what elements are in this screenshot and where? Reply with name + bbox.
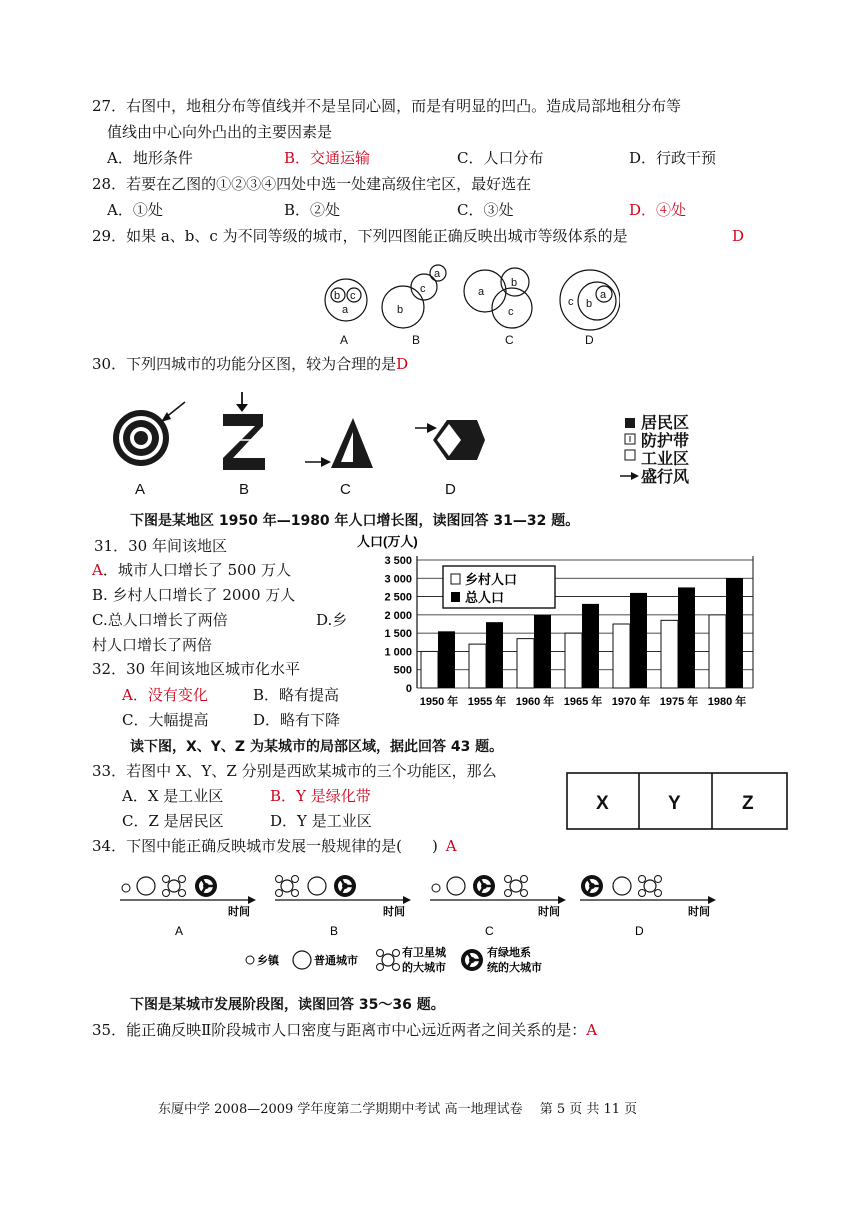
q34-label-a: A: [175, 924, 184, 938]
q27-line1: 27．右图中，地租分布等值线并不是呈同心圆，而是有明显的凹凸。造成局部地租分布等: [92, 97, 682, 115]
chart-ytick: 3 000: [384, 573, 412, 586]
chart-ytick: 0: [405, 683, 412, 695]
bar-rural: [565, 633, 582, 688]
intro-35-36: 下图是某城市发展阶段图，读图回答 35～36 题。: [130, 997, 445, 1013]
q32-stem: 32．30 年间该地区城市化水平: [92, 660, 300, 678]
q34-axis-label: 时间: [228, 906, 250, 918]
svg-text:的大城市: 的大城市: [402, 962, 446, 974]
q29-hierarchy-diagrams: [320, 262, 620, 350]
chart-ytick: 1 000: [384, 646, 412, 659]
bar-total: [438, 631, 455, 688]
legend-rural: 乡村人口: [465, 572, 518, 587]
intro-31-32: 下图是某地区 1950 年—1980 年人口增长图，读图回答 31—32 题。: [130, 513, 580, 529]
chart-xtick: 1965 年: [563, 696, 603, 708]
q30-fig-b: [223, 392, 265, 470]
q32-option-c: C．大幅提高: [122, 711, 209, 729]
page-footer: 东厦中学 2008—2009 学年度第二学期期中考试 高一地理试卷 第 5 页 共 11 页: [158, 1102, 638, 1117]
q29-label-b: B: [412, 333, 421, 347]
q29-d-b: b: [586, 298, 593, 310]
svg-text:统的大城市: 统的大城市: [487, 962, 542, 974]
q30-label-a: A: [135, 481, 146, 498]
q27-option-a: A．地形条件: [107, 149, 193, 167]
q31-option-d-part1: D.乡: [316, 611, 348, 629]
q29-label-a: A: [340, 333, 349, 347]
intro-33: 读下图，X、Y、Z 为某城市的局部区域，据此回答 43 题。: [130, 739, 504, 755]
q31-stem: 31．30 年间该地区: [94, 537, 227, 555]
q30-label-b: B: [239, 481, 250, 498]
chart-ytick: 500: [393, 664, 412, 677]
bar-rural: [661, 620, 678, 688]
chart-ytick: 1 500: [384, 628, 412, 641]
q28-option-d: D．④处: [629, 201, 687, 219]
q34-fig-c: [430, 875, 566, 938]
chart-ytick: 3 500: [384, 555, 412, 567]
chart-xtick: 1970 年: [611, 696, 651, 708]
q34-label-b: B: [330, 924, 339, 938]
q29-b-c: c: [420, 283, 426, 295]
q29-answer: D: [732, 227, 745, 245]
q29-c-a: a: [478, 286, 485, 298]
q31-option-b: B. 乡村人口增长了 2000 万人: [92, 586, 296, 604]
q30-legend-industrial: 工业区: [641, 451, 690, 468]
chart-ytick: 2 500: [384, 591, 412, 604]
q34-axis-label: 时间: [538, 906, 560, 918]
q29-label-c: C: [505, 333, 514, 347]
q29-a-c: c: [350, 290, 356, 302]
q27-option-d: D．行政干预: [629, 149, 717, 167]
bar-rural: [517, 639, 534, 688]
q33-option-d: D．Y 是工业区: [270, 812, 372, 830]
q30-answer: D: [396, 355, 409, 373]
chart-xtick: 1955 年: [467, 696, 507, 708]
q34-axis-label: 时间: [688, 906, 710, 918]
q34-stem: 34．下图中能正确反映城市发展一般规律的是( ): [92, 837, 438, 855]
q27-option-b: B．交通运输: [284, 149, 371, 167]
q33-option-b: B．Y 是绿化带: [270, 787, 371, 805]
q28-option-c: C．③处: [457, 201, 514, 219]
q34-fig-a: [120, 875, 256, 938]
svg-text:有卫星城: 有卫星城: [402, 947, 446, 959]
q34-label-c: C: [485, 924, 494, 938]
bar-total: [678, 587, 695, 688]
chart-legend: [443, 566, 555, 608]
svg-text:有绿地系: 有绿地系: [487, 947, 531, 959]
q30-zoning-diagrams: [105, 392, 705, 500]
q32-option-d: D．略有下降: [253, 711, 341, 729]
q30-fig-d: [415, 420, 485, 460]
q34-label-d: D: [635, 924, 644, 938]
q30-legend-residential: 居民区: [641, 415, 690, 432]
q34-answer: A: [445, 837, 457, 855]
q29-text: 29．如果 a、b、c 为不同等级的城市，下列四图能正确反映出城市等级体系的是: [92, 227, 628, 245]
q35-stem: 35．能正确反映Ⅱ阶段城市人口密度与距离市中心远近两者之间关系的是：: [92, 1021, 587, 1039]
bar-rural: [421, 651, 438, 688]
bar-rural: [709, 615, 726, 688]
q34-axis-label: 时间: [383, 906, 405, 918]
q33-stem: 33．若图中 X、Y、Z 分别是西欧某城市的三个功能区，那么: [92, 762, 497, 780]
q29-d-a: a: [600, 289, 607, 301]
q29-d-c: c: [568, 296, 574, 308]
legend-total: 总人口: [465, 590, 505, 605]
bar-total: [582, 604, 599, 688]
q33-zone-y: Y: [668, 793, 681, 814]
q33-zone-x: X: [596, 793, 609, 814]
q30-legend: [620, 413, 690, 486]
q34-text: [92, 836, 457, 856]
q29-c-b: b: [511, 277, 518, 289]
q31-option-d-part2: 村人口增长了两倍: [92, 636, 213, 654]
q32-option-a: A．没有变化: [122, 686, 208, 704]
q33-zone-z: Z: [742, 793, 754, 814]
q29-label-d: D: [585, 333, 594, 347]
q28-line1: 28．若要在乙图的①②③④四处中选一处建高级住宅区，最好选在: [92, 175, 532, 193]
q29-c-c: c: [508, 306, 514, 318]
q35-text: [92, 1020, 597, 1040]
bar-rural: [613, 624, 630, 688]
chart-ytick: 2 000: [384, 609, 412, 622]
svg-text:普通城市: 普通城市: [314, 955, 358, 967]
q30-fig-a: [113, 402, 185, 466]
q27-option-c: C．人口分布: [457, 149, 544, 167]
population-chart: [355, 530, 760, 710]
q30-fig-c: [305, 418, 373, 468]
q30-stem: 30．下列四城市的功能分区图，较为合理的是: [92, 355, 397, 373]
q30-label-c: C: [340, 481, 351, 498]
q29-a-a: a: [342, 304, 349, 316]
q30-legend-buffer: 防护带: [641, 433, 690, 450]
q30-label-d: D: [445, 481, 456, 498]
chart-ylabel: 人口(万人): [357, 534, 418, 549]
bar-total: [726, 578, 743, 688]
q34-development-diagrams: [120, 860, 730, 980]
q34-legend: [246, 945, 542, 974]
bar-total: [534, 615, 551, 688]
q34-fig-b: [275, 875, 411, 938]
q31-option-a: A．城市人口增长了 500 万人: [92, 561, 292, 579]
q32-option-b: B．略有提高: [253, 686, 340, 704]
q29-b-b: b: [397, 304, 404, 316]
q35-answer: A: [586, 1021, 598, 1039]
q33-option-a: A．X 是工业区: [122, 787, 224, 805]
bar-total: [486, 622, 503, 688]
q28-option-b: B．②处: [284, 201, 341, 219]
q31-option-c: C.总人口增长了两倍: [92, 611, 228, 629]
q30-legend-wind: 盛行风: [641, 469, 690, 486]
chart-xtick: 1960 年: [515, 696, 555, 708]
q29-a-b: b: [334, 290, 341, 302]
q33-zone-diagram: [566, 772, 788, 832]
svg-text:乡镇: 乡镇: [257, 955, 279, 967]
q34-fig-d: [580, 875, 716, 938]
bar-total: [630, 593, 647, 688]
q29-b-a: a: [434, 268, 441, 280]
q30-text: [92, 354, 408, 374]
chart-xtick: 1975 年: [659, 696, 699, 708]
chart-xtick: 1980 年: [707, 696, 747, 708]
bar-rural: [469, 644, 486, 688]
chart-xtick: 1950 年: [419, 696, 459, 708]
q33-option-c: C．Z 是居民区: [122, 812, 224, 830]
q31-option-a-text: ．城市人口增长了 500 万人: [102, 561, 292, 579]
q28-option-a: A．①处: [107, 201, 163, 219]
q27-line2: 值线由中心向外凸出的主要因素是: [107, 123, 333, 141]
